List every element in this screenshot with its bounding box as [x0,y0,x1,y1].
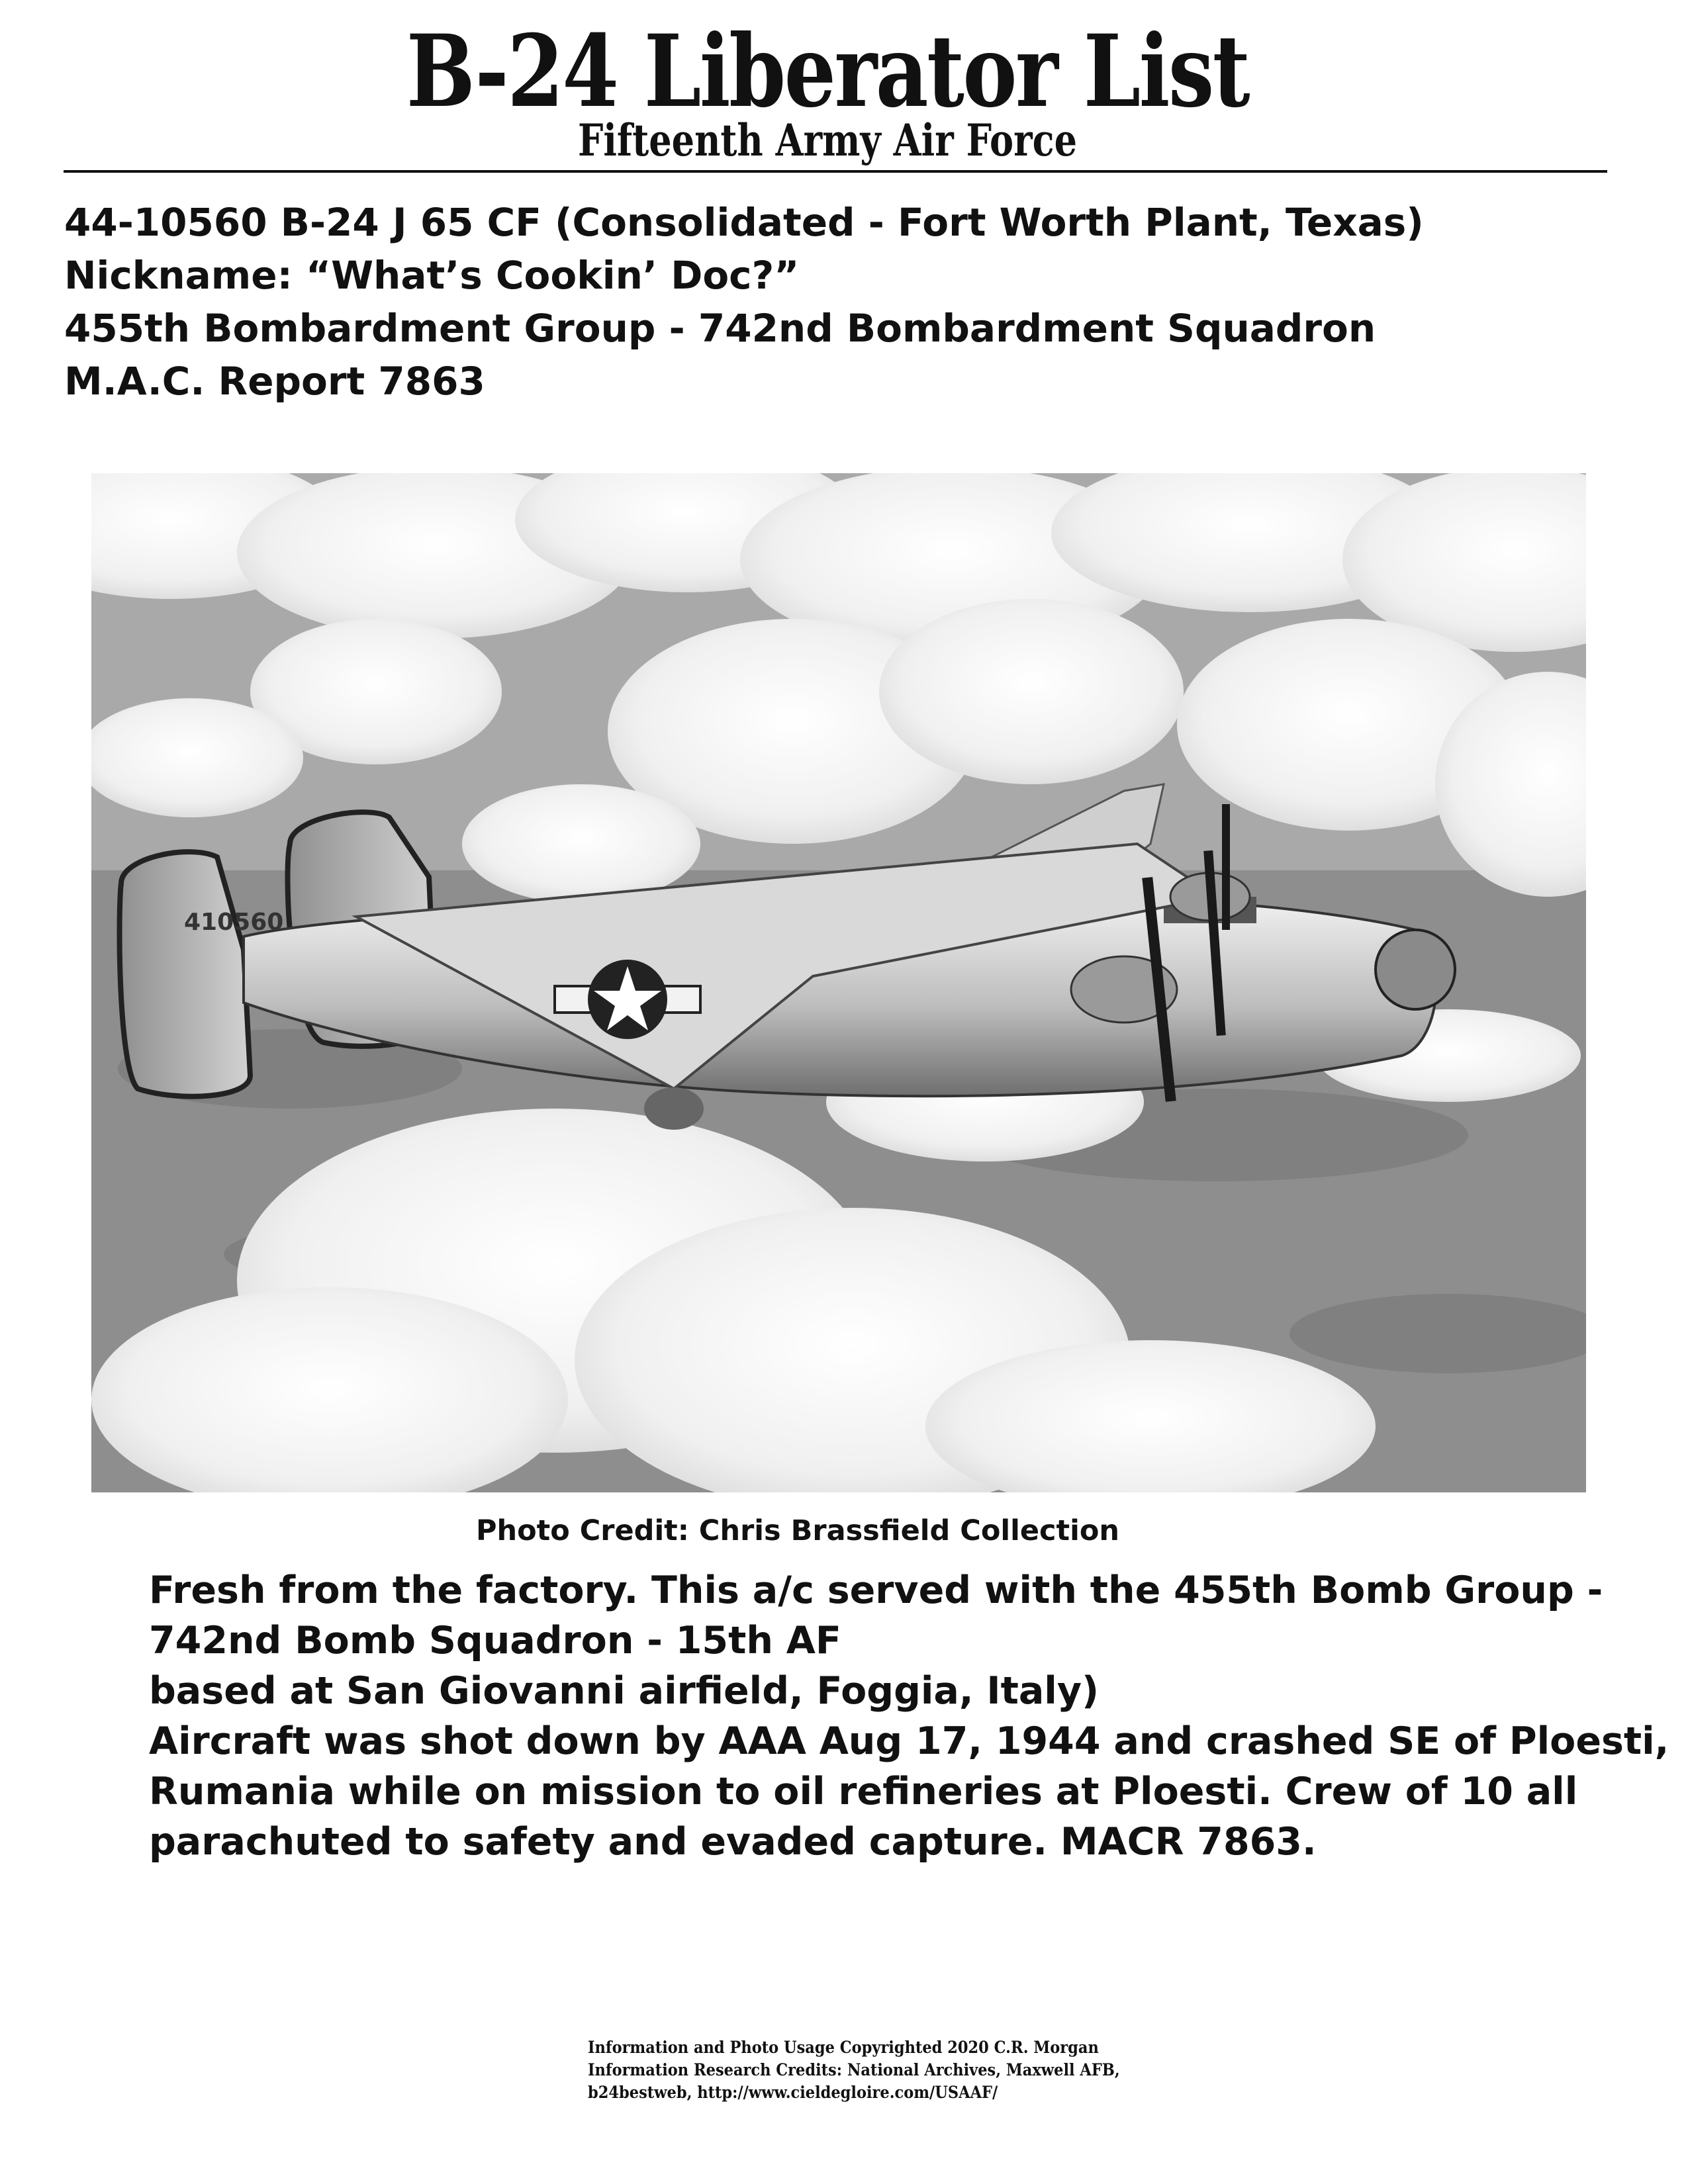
unit-line: 455th Bombardment Group - 742nd Bombardment Squadron [64,306,1376,351]
report-line: M.A.C. Report 7863 [64,359,485,404]
description-block [149,1565,1669,1867]
header-divider [64,170,1607,173]
page-title: B-24 Liberator List [406,13,1249,130]
serial-model-line: 44-10560 B-24 J 65 CF (Consolidated - Fort Worth Plant, Texas) [64,200,1424,245]
description-line: Fresh from the factory. This a/c served with the 455th Bomb Group - [149,1569,1603,1612]
nickname-line: Nickname: “What’s Cookin’ Doc?” [64,253,800,298]
description-line: Rumania while on mission to oil refineries at Ploesti. Crew of 10 all [149,1770,1578,1813]
page-subtitle: Fifteenth Army Air Force [577,114,1078,166]
footer-line: Information and Photo Usage Copyrighted 2020 C.R. Morgan [588,2038,1099,2057]
description-line: 742nd Bomb Squadron - 15th AF [149,1619,841,1662]
description-line: Aircraft was shot down by AAA Aug 17, 1944 and crashed SE of Ploesti, [149,1719,1669,1763]
footer-line: b24bestweb, http://www.cieldegloire.com/USAAF/ [588,2083,998,2102]
description-line: parachuted to safety and evaded capture. MACR 7863. [149,1820,1317,1864]
tail-number-text: 410560 [184,909,284,936]
footer-line: Information Research Credits: National Archives, Maxwell AFB, [588,2060,1120,2079]
copyright-footer [588,2036,1250,2104]
aircraft-photo [91,473,1586,1492]
photo-credit: Photo Credit: Chris Brassfield Collection [476,1514,1119,1547]
aircraft-info [64,196,1607,408]
description-line: based at San Giovanni airfield, Foggia, Italy) [149,1669,1100,1713]
